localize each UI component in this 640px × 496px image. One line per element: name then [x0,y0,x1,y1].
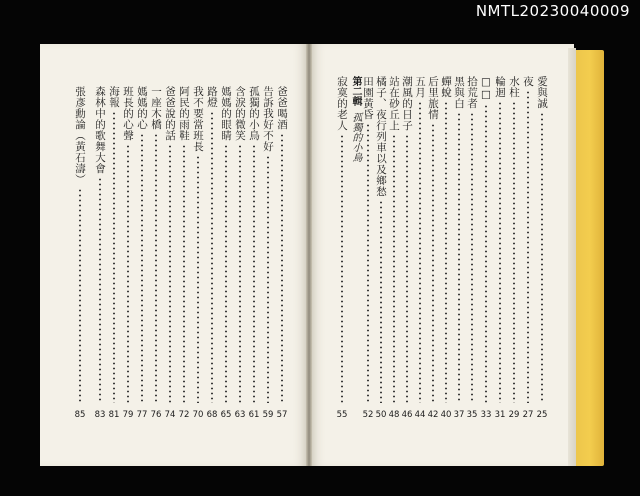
toc-entry [466,76,478,406]
toc-entry [220,86,232,406]
toc-entry-title: 黑與白 [453,76,465,109]
toc-entry-title: 蟬蛻 [440,76,452,98]
toc-page-number: 79 [122,410,134,420]
toc-page-number: 27 [522,410,534,420]
toc-entry-title: 站在砂丘上 [388,76,400,131]
toc-leader-dots [197,155,199,403]
section-header [349,76,361,162]
toc-page-number: 65 [220,410,232,420]
toc-entry-title: 張彥勳論 [74,86,86,130]
toc-entry [508,76,520,406]
toc-entry-title: 橘子、夜行列車以及鄉愁 [375,76,387,197]
book-gutter [306,44,312,466]
left-page [40,44,308,466]
toc-entry [388,76,400,406]
toc-entry-title: 海報 [108,86,120,108]
toc-page-number: 35 [466,410,478,420]
toc-page-number: 59 [262,410,274,420]
toc-page-number: 25 [536,410,548,420]
toc-page-number: 44 [414,410,426,420]
toc-entry-title: 五月 [414,76,426,98]
toc-leader-dots [380,200,382,403]
toc-page-number: 57 [276,410,288,420]
toc-entry [362,76,374,406]
toc-leader-dots [225,144,227,403]
toc-entry [178,86,190,406]
toc-entry [494,76,506,406]
toc-entry-title: 孤獨的小鳥 [248,86,260,141]
toc-leader-dots [367,123,369,403]
toc-entry [401,76,413,406]
toc-entry [522,76,534,406]
toc-page-number: 74 [164,410,176,420]
toc-page-number: 70 [192,410,204,420]
toc-leader-dots [341,134,343,403]
toc-entry-title: 水柱 [508,76,520,98]
toc-leader-dots [155,133,157,403]
toc-page-number: 81 [108,410,120,420]
toc-leader-dots [99,177,101,403]
toc-entry [206,86,218,406]
toc-entry-title: 愛與誠 [536,76,548,109]
toc-entry [375,76,387,406]
toc-entry [234,86,246,406]
toc-entry-subtitle: （黃石濤） [74,130,86,185]
toc-entry-title: 我不要當班長 [192,86,204,152]
toc-entry [136,86,148,406]
toc-entry-title: 拾荒者 [466,76,478,109]
toc-page-number: 50 [375,410,387,420]
toc-page-number: 42 [427,410,439,420]
toc-entry [276,86,288,406]
toc-page-number: 85 [74,410,86,420]
toc-leader-dots [393,134,395,403]
toc-entry-title: 班長的心聲 [122,86,134,141]
toc-leader-dots [169,144,171,403]
toc-entry-title: 告訴我好不好 [262,86,274,152]
toc-entry-title: □□ [480,76,492,101]
toc-entry-title: 森林中的歌舞大會 [94,86,106,174]
toc-page-number: 29 [508,410,520,420]
toc-entry-title: 爸爸說的話 [164,86,176,141]
toc-entry-title: 夜 [522,76,534,87]
toc-leader-dots [239,144,241,403]
toc-entry [427,76,439,406]
toc-leader-dots [113,111,115,403]
toc-entry [150,86,162,406]
toc-leader-dots [471,112,473,403]
toc-leader-dots [141,133,143,403]
toc-leader-dots [432,123,434,403]
toc-leader-dots [445,101,447,403]
toc-page-number: 72 [178,410,190,420]
toc-page-number: 37 [453,410,465,420]
toc-page-number: 68 [206,410,218,420]
toc-page-number: 48 [388,410,400,420]
toc-leader-dots [253,144,255,403]
toc-entry [336,76,348,406]
toc-entry [122,86,134,406]
toc-leader-dots [79,188,81,403]
toc-page-number: 77 [136,410,148,420]
toc-entry [414,76,426,406]
toc-entry-title: 路燈 [206,86,218,108]
toc-page-number: 33 [480,410,492,420]
toc-leader-dots [281,133,283,403]
toc-entry [74,86,86,406]
toc-entry-title: 后里旅情 [427,76,439,120]
toc-entry [453,76,465,406]
catalog-id: NMTL20230040009 [475,2,630,20]
toc-entry [94,86,106,406]
toc-entry [480,76,492,406]
toc-page-number: 76 [150,410,162,420]
toc-leader-dots [267,155,269,403]
toc-leader-dots [485,104,487,403]
toc-entry [440,76,452,406]
toc-entry-title: 爸爸喝酒 [276,86,288,130]
toc-leader-dots [211,111,213,403]
toc-page-number: 40 [440,410,452,420]
toc-entry [164,86,176,406]
toc-entry-title: 媽媽的心 [136,86,148,130]
toc-leader-dots [458,112,460,403]
section-name: 孤獨的小鳥 [350,112,361,162]
toc-leader-dots [127,144,129,403]
toc-page-number: 52 [362,410,374,420]
page-stack-edge [568,48,576,466]
toc-page-number: 55 [336,410,348,420]
toc-entry-title: 媽媽的眼睛 [220,86,232,141]
toc-page-number: 63 [234,410,246,420]
toc-entry [108,86,120,406]
toc-page-number: 83 [94,410,106,420]
toc-leader-dots [499,101,501,403]
toc-entry-title: 寂寞的老人 [336,76,348,131]
right-page [310,44,574,466]
toc-entry-title: 輪迴 [494,76,506,98]
toc-leader-dots [406,134,408,403]
toc-leader-dots [183,144,185,403]
toc-leader-dots [541,112,543,403]
toc-entry [536,76,548,406]
toc-page-number: 61 [248,410,260,420]
toc-leader-dots [419,101,421,403]
toc-entry-title: 一座木橋 [150,86,162,130]
section-label: 第二輯 [350,76,361,106]
toc-leader-dots [527,90,529,403]
toc-leader-dots [513,101,515,403]
toc-entry [262,86,274,406]
toc-entry-title: 阿民的雨鞋 [178,86,190,141]
toc-entry-title: 含淚的微笑 [234,86,246,141]
toc-entry [248,86,260,406]
toc-entry-title: 潮風的日子 [401,76,413,131]
open-book [40,44,606,470]
toc-page-number: 46 [401,410,413,420]
toc-entry-title: 田園黃昏 [362,76,374,120]
toc-entry [192,86,204,406]
toc-page-number: 31 [494,410,506,420]
